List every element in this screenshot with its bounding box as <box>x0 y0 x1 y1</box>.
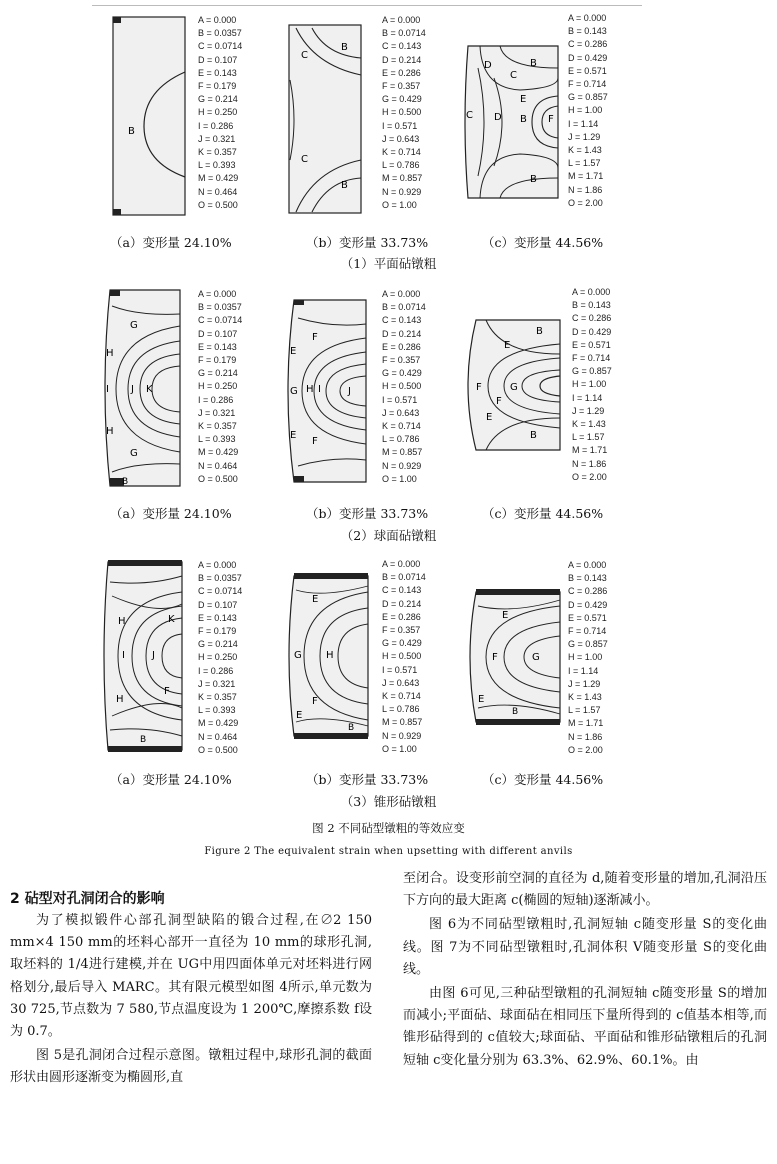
contour-label: B <box>520 114 527 125</box>
contour-label: F <box>312 696 318 707</box>
contour-label: E <box>290 430 297 441</box>
contour-label: H <box>326 650 334 661</box>
contour-label: C <box>466 110 473 121</box>
contour-label: F <box>164 686 170 697</box>
contour-label: B <box>512 707 519 717</box>
contour-label: H <box>118 616 126 627</box>
legend-2a: A = 0.000 B = 0.0357 C = 0.0714 D = 0.107 E = 0.143 F = 0.179 G = 0.214 H = 0.250 I = 0.286 J = 0.321 K = 0.357 L = 0.393 M = 0.429 N = 0.464 O = 0.500 <box>198 289 243 484</box>
contour-plot-2c <box>460 314 568 458</box>
caption-3c: （c）变形量 44.56% <box>482 772 604 787</box>
contour-label: C <box>301 50 308 61</box>
caption-1b: （b）变形量 33.73% <box>306 235 429 250</box>
contour-label: J <box>131 384 134 395</box>
contour-label: H <box>306 384 314 395</box>
contour-label: G <box>130 448 138 459</box>
contour-label: E <box>290 346 297 357</box>
group-caption-3: （3）锥形砧镦粗 <box>340 794 437 809</box>
paragraph: 由图 6可见,三种砧型镦粗的孔洞短轴 c随变形量 S的增加而减小;平面砧、球面砧在相同压下量所得到的 c值基本相等,而锥形砧得到的 c值较大;球面砧、平面砧和锥形砧镦粗后的孔洞短轴 c变化量分别为 63.3%、62.9%、60.1%。由 <box>403 986 767 1068</box>
contour-label: G <box>510 382 518 393</box>
contour-label: I <box>318 384 321 395</box>
group-caption-2: （2）球面砧镦粗 <box>340 528 437 543</box>
contour-label: F <box>312 436 318 447</box>
contour-label: D <box>494 112 502 123</box>
contour-label: B <box>536 326 543 337</box>
contour-label: B <box>530 58 537 69</box>
paragraph: 图 5是孔洞闭合过程示意图。镦粗过程中,球形孔洞的截面形状由圆形逐渐变为椭圆形,直 <box>10 1048 372 1086</box>
figure-caption-cn: 图 2 不同砧型镦粗的等效应变 <box>312 821 465 835</box>
contour-label: B <box>530 430 537 441</box>
contour-label: B <box>122 477 129 487</box>
contour-label: E <box>296 710 303 721</box>
contour-label: G <box>532 652 540 663</box>
contour-label: G <box>290 386 298 397</box>
section-heading: 2 砧型对孔洞闭合的影响 <box>10 891 165 907</box>
legend-1b: A = 0.000 B = 0.0714 C = 0.143 D = 0.214 E = 0.286 F = 0.357 G = 0.429 H = 0.500 I = 0.571 J = 0.643 K = 0.714 L = 0.786 M = 0.857 N = 0.929 O = 1.00 <box>382 15 426 210</box>
legend-3b: A = 0.000 B = 0.0714 C = 0.143 D = 0.214 E = 0.286 F = 0.357 G = 0.429 H = 0.500 I = 0.571 J = 0.643 K = 0.714 L = 0.786 M = 0.857 N = 0.929 O = 1.00 <box>382 559 426 754</box>
contour-label: C <box>510 70 517 81</box>
caption-3b: （b）变形量 33.73% <box>306 772 429 787</box>
contour-label: H <box>116 694 124 705</box>
caption-1a: （a）变形量 24.10% <box>110 235 232 250</box>
contour-plot-2a <box>98 286 190 492</box>
header-rule <box>92 5 642 6</box>
paragraph: 为了模拟锻件心部孔洞型缺陷的锻合过程,在∅2 150 mm×4 150 mm的坯料心部开一直径为 10 mm的球形孔洞,取坯料的 1/4进行建模,并在 UG中用四面体单元对坯料进行网格划分,最后导入 MARC。其有限元模型如图 4所示,单元数为 30 725,节点数为 7 580,节点温度设为 1 200℃,摩擦系数 f设为 0.7。 <box>10 913 372 1040</box>
legend-2b: A = 0.000 B = 0.0714 C = 0.143 D = 0.214 E = 0.286 F = 0.357 G = 0.429 H = 0.500 I = 0.571 J = 0.643 K = 0.714 L = 0.786 M = 0.857 N = 0.929 O = 1.00 <box>382 289 426 484</box>
contour-plot-1b <box>286 20 366 220</box>
contour-label: D <box>484 60 492 71</box>
legend-2c: A = 0.000 B = 0.143 C = 0.286 D = 0.429 E = 0.571 F = 0.714 G = 0.857 H = 1.00 I = 1.14 J = 1.29 K = 1.43 L = 1.57 M = 1.71 N = 1.86 O = 2.00 <box>572 287 612 482</box>
contour-label: B <box>348 723 355 733</box>
contour-label: B <box>128 126 135 137</box>
contour-label: I <box>122 650 125 661</box>
group-caption-1: （1）平面砧镦粗 <box>340 256 437 271</box>
caption-1c: （c）变形量 44.56% <box>482 235 604 250</box>
contour-label: K <box>168 614 175 625</box>
figure-caption-en: Figure 2 The equivalent strain when upsetting with different anvils <box>204 846 573 857</box>
caption-3a: （a）变形量 24.10% <box>110 772 232 787</box>
contour-label: B <box>341 180 348 191</box>
contour-plot-3b <box>282 568 378 744</box>
contour-label: F <box>312 332 318 343</box>
contour-label: B <box>530 174 537 185</box>
contour-plot-3c <box>462 584 568 730</box>
legend-1c: A = 0.000 B = 0.143 C = 0.286 D = 0.429 E = 0.571 F = 0.714 G = 0.857 H = 1.00 I = 1.14 J = 1.29 K = 1.43 L = 1.57 M = 1.71 N = 1.86 O = 2.00 <box>568 13 608 208</box>
contour-label: C <box>301 154 308 165</box>
caption-2a: （a）变形量 24.10% <box>110 506 232 521</box>
contour-label: I <box>106 384 109 395</box>
contour-label: E <box>502 610 509 621</box>
contour-plot-3a <box>98 556 190 756</box>
paragraph: 图 6为不同砧型镦粗时,孔洞短轴 c随变形量 S的变化曲线。图 7为不同砧型镦粗时,孔洞体积 V随变形量 S的变化曲线。 <box>403 917 767 977</box>
contour-label: E <box>520 94 527 105</box>
contour-label: G <box>294 650 302 661</box>
contour-plot-1a <box>108 12 190 220</box>
right-column <box>403 868 767 1072</box>
contour-label: E <box>486 412 493 423</box>
legend-3c: A = 0.000 B = 0.143 C = 0.286 D = 0.429 E = 0.571 F = 0.714 G = 0.857 H = 1.00 I = 1.14 J = 1.29 K = 1.43 L = 1.57 M = 1.71 N = 1.86 O = 2.00 <box>568 560 608 755</box>
contour-label: H <box>106 348 114 359</box>
contour-label: J <box>348 386 351 397</box>
contour-label: B <box>140 735 147 745</box>
contour-label: E <box>504 340 511 351</box>
contour-label: F <box>496 396 502 407</box>
contour-plot-1c <box>460 38 565 208</box>
contour-label: E <box>312 594 319 605</box>
contour-plot-2b <box>282 294 378 490</box>
legend-3a: A = 0.000 B = 0.0357 C = 0.0714 D = 0.107 E = 0.143 F = 0.179 G = 0.214 H = 0.250 I = 0.286 J = 0.321 K = 0.357 L = 0.393 M = 0.429 N = 0.464 O = 0.500 <box>198 560 243 755</box>
contour-label: J <box>152 650 155 661</box>
contour-label: B <box>341 42 348 53</box>
contour-label: G <box>130 320 138 331</box>
caption-2b: （b）变形量 33.73% <box>306 506 429 521</box>
contour-label: F <box>492 652 498 663</box>
contour-label: F <box>476 382 482 393</box>
legend-1a: A = 0.000 B = 0.0357 C = 0.0714 D = 0.107 E = 0.143 F = 0.179 G = 0.214 H = 0.250 I = 0.286 J = 0.321 K = 0.357 L = 0.393 M = 0.429 N = 0.464 O = 0.500 <box>198 15 243 210</box>
contour-label: E <box>478 694 485 705</box>
paragraph: 至闭合。设变形前空洞的直径为 d,随着变形量的增加,孔洞沿压下方向的最大距离 c(椭圆的短轴)逐渐减小。 <box>403 871 767 909</box>
caption-2c: （c）变形量 44.56% <box>482 506 604 521</box>
left-column <box>10 910 372 1090</box>
contour-label: K <box>146 384 153 395</box>
contour-label: H <box>106 426 114 437</box>
contour-label: F <box>548 114 554 125</box>
